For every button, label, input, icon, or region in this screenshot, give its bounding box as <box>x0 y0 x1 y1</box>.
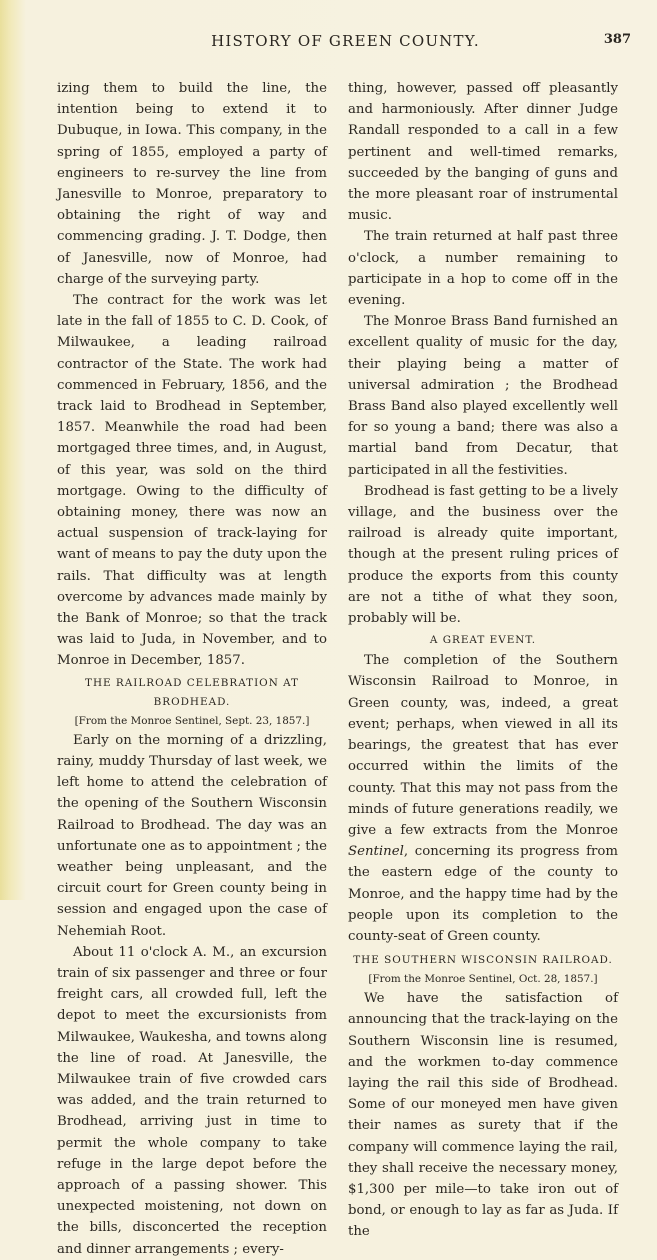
paragraph-text: , concerning its progress from the eastern edge of the county to Monroe, and the happy time had by the people upon its completion to the county-seat of Green county. <box>348 844 618 944</box>
paragraph: thing, however, passed off pleasantly and harmoniously. After dinner Judge Randall responded to a call in a few pertinent and well-timed remarks, succeeded by the banging of guns and the more pleasant roar of instrumental music. <box>348 81 618 224</box>
paragraph: Early on the morning of a drizzling, rainy, muddy Thursday of last week, we left home to attend the celebration of the opening of the Southern Wisconsin Railroad to Brodhead. The day was an unfortunate one as to appointment ; the weather being unpleasant, and the circuit court for Green county being in session and engaged upon the case of Nehemiah Root. <box>57 732 327 939</box>
newspaper-title: Sentinel <box>348 844 404 860</box>
source-citation: [From the Monroe Sentinel, Sept. 23, 1857.] <box>74 714 310 727</box>
paragraph: About 11 o'clock A. M., an excursion train of six passenger and three or four freight cars, all crowded full, left the depot to meet the excursionists from Milwaukee, Waukesha, and towns along the line of road. At Janesville, the Milwaukee train of five crowded cars was added, and the train returned to Brodhead, arriving just in time to permit the whole company to take refuge in the large depot before the approach of a passing shower. This unexpected moistening, not down on the bills, disconcerted the reception and dinner arrangements ; every- <box>57 944 327 1257</box>
paragraph: Brodhead is fast getting to be a lively village, and the business over the railroad is already quite important, though at the present ruling prices of produce the exports from this county are not a tithe of what they soon, probably will be. <box>348 483 618 627</box>
paragraph: izing them to build the line, the intention being to extend it to Dubuque, in Iowa. This company, in the spring of 1855, employed a party of engineers to re-survey the line from Janesville to Monroe, preparatory to obtaining the right of way and commencing grading. J. T. Dodge, then of Janesville, now of Monroe, had charge of the surveying party. <box>57 81 327 287</box>
running-title: HISTORY OF GREEN COUNTY. <box>211 32 480 50</box>
section-heading: THE RAILROAD CELEBRATION AT BRODHEAD. <box>85 676 299 708</box>
source-citation: [From the Monroe Sentinel, Oct. 28, 1857.] <box>368 973 598 986</box>
paragraph: The contract for the work was let late in the fall of 1855 to C. D. Cook, of Milwaukee, a leading railroad contractor of the State. The work had commenced in February, 1856, and the track laid to Brodhead in September, 1857. Meanwhile the road had been mortgaged three times, and, in August, of this year, was sold on the third mortgage. Owing to the difficulty of obtaining money, there was now an actual suspension of track-laying for want of means to pay the duty upon the rails. That difficulty was at length overcome by advances made mainly by the Bank of Monroe; so that the track was laid to Juda, in November, and to Monroe in December, 1857. <box>57 293 327 669</box>
right-column <box>348 78 618 1243</box>
paragraph: The train returned at half past three o'clock, a number remaining to participate in a hop to come off in the evening. <box>348 229 618 309</box>
page-number: 387 <box>603 32 631 47</box>
left-column <box>57 78 327 1260</box>
section-heading: A GREAT EVENT. <box>429 634 537 647</box>
paragraph <box>348 650 618 947</box>
page-header <box>60 30 631 54</box>
paragraph: The Monroe Brass Band furnished an excellent quality of music for the day, their playing being a matter of universal admiration ; the Brodhead Brass Band also played excellently well for so young a band; there was also a martial band from Decatur, that participated in all the festivities. <box>348 314 618 478</box>
paragraph-text: The completion of the Southern Wisconsin Railroad to Monroe, in Green county, was, indeed, a great event; perhaps, when viewed in all its bearings, the greatest that has ever occurred within the limits of the county. That this may not pass from the minds of future generations readily, we give a few extracts from the Monroe <box>348 653 618 838</box>
section-heading: THE SOUTHERN WISCONSIN RAILROAD. <box>353 954 613 967</box>
paragraph: We have the satisfaction of announcing that the track-laying on the Southern Wisconsin line is resumed, and the workmen to-day commence laying the rail this side of Brodhead. Some of our moneyed men have given their names as surety that if the company will commence laying the rail, they shall receive the necessary money, $1,300 per mile—to take iron out of bond, or enough to lay as far as Juda. If the <box>348 991 618 1240</box>
